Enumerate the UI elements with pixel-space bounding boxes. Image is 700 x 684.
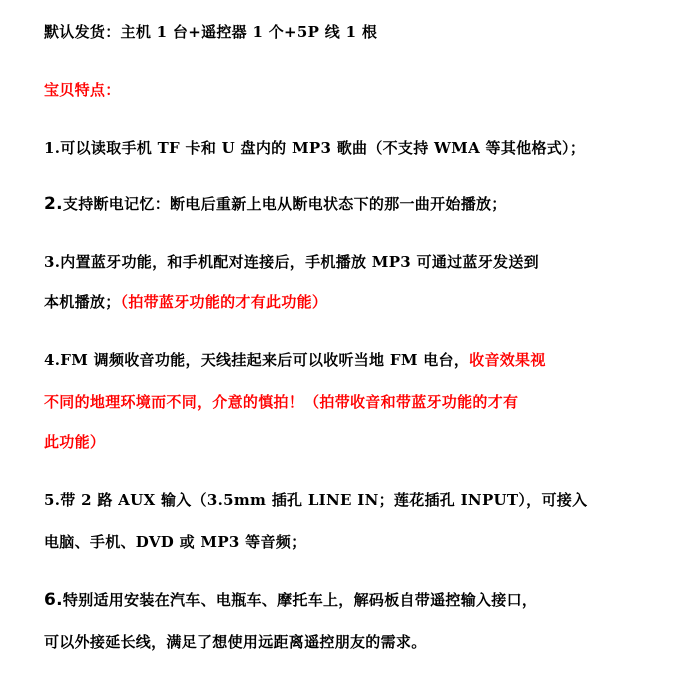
- feature-item-5-line-2: [44, 532, 306, 552]
- feature-number: 4.: [44, 351, 61, 369]
- feature-item-3-line-2: [44, 292, 327, 312]
- shipping-line: [44, 22, 377, 42]
- feature-number: 2.: [44, 194, 63, 214]
- feature-text: 可以读取手机 TF 卡和 U 盘内的 MP3 歌曲（不支持 WMA 等其他格式）；: [60, 139, 586, 157]
- shipping-label: 默认发货：: [44, 23, 121, 41]
- feature-text: 可以外接延长线，满足了想使用远距离遥控朋友的需求。: [44, 633, 427, 651]
- feature-note-red: 收音效果视: [469, 351, 546, 369]
- feature-note-red: 不同的地理环境而不同，介意的慎拍！（拍带收音和带蓝牙功能的才有: [44, 393, 519, 411]
- feature-item-4-line-3: [44, 432, 105, 452]
- feature-item-6-line-1: [44, 590, 537, 610]
- feature-text: 带 2 路 AUX 输入（3.5mm 插孔 LINE IN；莲花插孔 INPUT），可接入: [60, 491, 588, 509]
- feature-note-red: （拍带蓝牙功能的才有此功能）: [120, 293, 328, 311]
- shipping-content: 主机 1 台+遥控器 1 个+5P 线 1 根: [120, 23, 378, 41]
- feature-item-1: [44, 138, 585, 158]
- feature-number: 1.: [44, 139, 61, 157]
- feature-item-6-line-2: [44, 632, 427, 652]
- feature-text: 支持断电记忆：断电后重新上电从断电状态下的那一曲开始播放；: [62, 195, 507, 213]
- feature-item-3-line-1: [44, 252, 539, 272]
- features-title: 宝贝特点：: [44, 81, 121, 99]
- feature-text: 电脑、手机、DVD 或 MP3 等音频；: [44, 533, 307, 551]
- feature-item-2: [44, 194, 507, 214]
- feature-text: FM 调频收音功能，天线挂起来后可以收听当地 FM 电台，: [60, 351, 470, 369]
- feature-item-5-line-1: [44, 490, 587, 510]
- feature-text: 特别适用安装在汽车、电瓶车、摩托车上，解码板自带遥控输入接口，: [62, 591, 538, 609]
- feature-note-red: 此功能）: [44, 433, 106, 451]
- feature-number: 6.: [44, 590, 63, 610]
- feature-number: 5.: [44, 491, 61, 509]
- feature-item-4-line-2: [44, 392, 518, 412]
- feature-text: 内置蓝牙功能，和手机配对连接后，手机播放 MP3 可通过蓝牙发送到: [60, 253, 539, 271]
- feature-text: 本机播放；: [44, 293, 121, 311]
- feature-item-4-line-1: [44, 350, 546, 370]
- feature-number: 3.: [44, 253, 61, 271]
